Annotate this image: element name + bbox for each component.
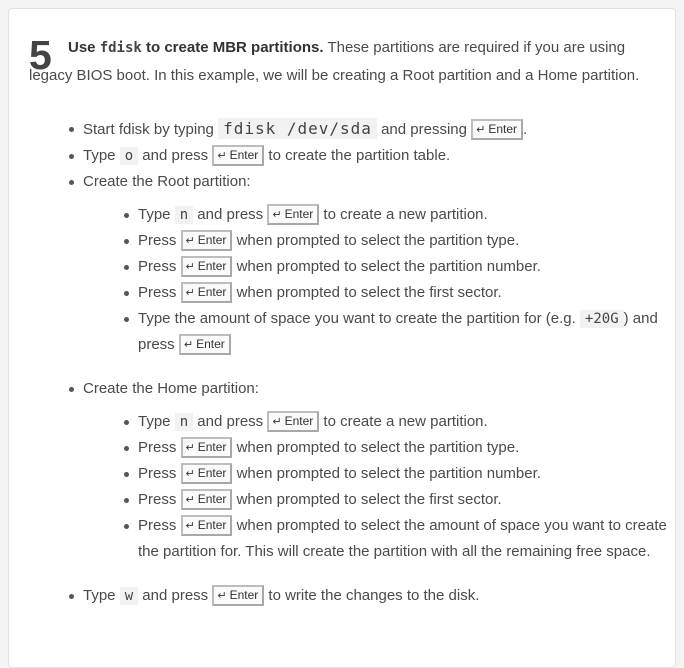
home-label: Create the Home partition: <box>83 380 259 397</box>
text: Press <box>138 284 181 301</box>
step-card <box>8 8 676 668</box>
list-item <box>138 202 673 228</box>
list-item-home <box>83 376 673 583</box>
root-sublist <box>138 202 673 358</box>
return-arrow-icon: ↵ <box>217 590 227 602</box>
key-label: Enter <box>229 148 259 162</box>
text: to write the changes to the disk. <box>264 587 480 604</box>
return-arrow-icon: ↵ <box>185 442 195 454</box>
text: to create a new partition. <box>319 413 488 430</box>
text: Type <box>138 206 175 223</box>
return-arrow-icon: ↵ <box>185 494 195 506</box>
text: Type <box>138 413 175 430</box>
spacer <box>83 565 673 583</box>
text: when prompted to select the first sector. <box>232 284 502 301</box>
text: ) and press <box>138 310 658 353</box>
text: Press <box>138 491 181 508</box>
list-item <box>138 409 673 435</box>
list-item <box>138 513 673 565</box>
list-item <box>138 280 673 306</box>
enter-key <box>181 489 233 510</box>
text: and press <box>193 413 268 430</box>
enter-key <box>181 463 233 484</box>
text: . <box>523 121 528 138</box>
return-arrow-icon: ↵ <box>185 287 195 299</box>
text: when prompted to select the partition type. <box>232 232 520 249</box>
spacer <box>83 358 673 376</box>
text: Press <box>138 258 181 275</box>
instruction-list <box>83 116 673 609</box>
enter-key <box>179 334 231 355</box>
text: Type the amount of space you want to create the partition for (e.g. <box>138 310 580 327</box>
list-item-write <box>83 583 673 609</box>
code-fdisk-dev-sda: fdisk /dev/sda <box>218 118 377 139</box>
step-intro <box>29 34 654 90</box>
key-label: Enter <box>284 414 314 428</box>
enter-key <box>181 230 233 251</box>
key-label: Enter <box>229 588 259 602</box>
text: Press <box>138 439 181 456</box>
return-arrow-icon: ↵ <box>217 150 227 162</box>
enter-key <box>212 585 264 606</box>
key-label: Enter <box>284 207 314 221</box>
list-item <box>138 487 673 513</box>
enter-key <box>267 411 319 432</box>
return-arrow-icon: ↵ <box>185 520 195 532</box>
return-arrow-icon: ↵ <box>476 124 486 136</box>
enter-key <box>471 119 523 140</box>
return-arrow-icon: ↵ <box>185 261 195 273</box>
code-plus-20g: +20G <box>580 310 624 328</box>
code-n: n <box>175 413 193 431</box>
key-label: Enter <box>197 518 227 532</box>
code-n: n <box>175 206 193 224</box>
list-item <box>138 306 673 358</box>
key-label: Enter <box>197 259 227 273</box>
text: when prompted to select the partition type. <box>232 439 520 456</box>
enter-key <box>212 145 264 166</box>
text: and press <box>138 147 213 164</box>
enter-key <box>181 256 233 277</box>
list-item-start <box>83 116 673 143</box>
return-arrow-icon: ↵ <box>185 235 195 247</box>
intro-bold-text: Use <box>68 39 100 56</box>
enter-key <box>181 437 233 458</box>
text: Start fdisk by typing <box>83 121 219 138</box>
home-sublist <box>138 409 673 565</box>
text: Type <box>83 587 120 604</box>
intro-bold <box>68 39 324 56</box>
return-arrow-icon: ↵ <box>183 339 194 351</box>
return-arrow-icon: ↵ <box>272 209 282 221</box>
text: Press <box>138 517 181 534</box>
intro-text: These partitions are required if you are using legacy BIOS boot. In this example, we will be creating a Root partition and a Home partition. <box>29 39 640 84</box>
text: when prompted to select the partition number. <box>232 465 541 482</box>
code-w: w <box>120 587 138 605</box>
text: when prompted to select the partition number. <box>232 258 541 275</box>
return-arrow-icon: ↵ <box>272 416 282 428</box>
code-o: o <box>120 147 138 165</box>
key-label: Enter <box>488 122 518 136</box>
text: and press <box>138 587 213 604</box>
list-item <box>138 228 673 254</box>
return-arrow-icon: ↵ <box>185 468 195 480</box>
root-label: Create the Root partition: <box>83 173 251 190</box>
key-label: Enter <box>197 233 227 247</box>
list-item-partition-table <box>83 143 673 169</box>
text: when prompted to select the amount of space you want to create the partition for. This will create the partition with all the remaining free space. <box>138 517 667 560</box>
key-label: Enter <box>197 492 227 506</box>
list-item <box>138 254 673 280</box>
key-label: Enter <box>196 337 225 351</box>
enter-key <box>181 282 233 303</box>
list-item <box>138 461 673 487</box>
text: to create a new partition. <box>319 206 488 223</box>
text: to create the partition table. <box>264 147 451 164</box>
key-label: Enter <box>197 466 227 480</box>
text: when prompted to select the first sector. <box>232 491 502 508</box>
intro-bold-text-2: to create MBR partitions. <box>141 39 324 56</box>
intro-code: fdisk <box>99 40 142 56</box>
text: and pressing <box>376 121 472 138</box>
enter-key <box>181 515 233 536</box>
text: and press <box>193 206 268 223</box>
key-label: Enter <box>197 440 227 454</box>
list-item-root <box>83 169 673 376</box>
key-label: Enter <box>197 285 227 299</box>
list-item <box>138 435 673 461</box>
step-number: 5 <box>29 32 52 78</box>
text: Press <box>138 232 181 249</box>
text: Type <box>83 147 120 164</box>
enter-key <box>267 204 319 225</box>
text: Press <box>138 465 181 482</box>
